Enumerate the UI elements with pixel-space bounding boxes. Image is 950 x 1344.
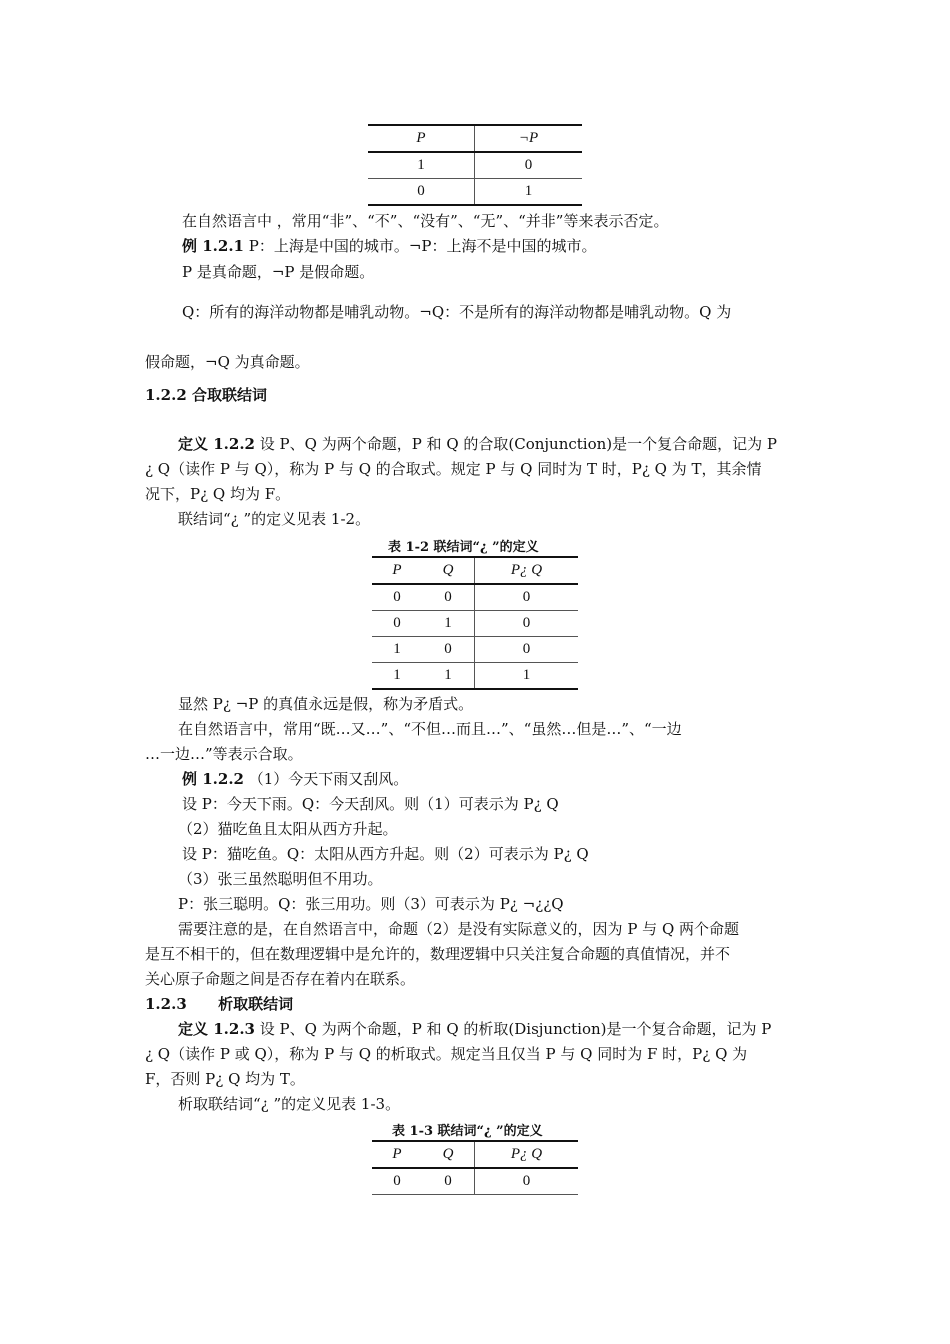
header-p-and-q: P¿ Q	[475, 557, 579, 584]
negation-truth-table	[368, 124, 582, 206]
table-row	[372, 663, 578, 690]
example-line: 设 P：猫吃鱼。Q：太阳从西方升起。则（2）可表示为 P¿ Q	[182, 845, 589, 863]
section-heading-1-2-2: 1.2.2 合取联结词	[145, 386, 267, 404]
table-cell: 0	[372, 1168, 422, 1195]
table-cell: 0	[475, 584, 579, 611]
example-line: （2）猫吃鱼且太阳从西方升起。	[178, 820, 398, 838]
table-row	[372, 611, 578, 637]
example-1-2-1	[182, 236, 597, 256]
definition-line: ¿ Q（读作 P 或 Q），称为 P 与 Q 的析取式。规定当且仅当 P 与 Q 同时为 F 时，P¿ Q 为	[145, 1045, 748, 1063]
table-cell: 1	[422, 663, 475, 690]
body-line: 是互不相干的，但在数理逻辑中是允许的，数理逻辑中只关注复合命题的真值情况，并不	[145, 945, 731, 963]
definition-line: 联结词“¿ ”的定义见表 1-2。	[178, 510, 371, 528]
table-cell: 1	[372, 663, 422, 690]
body-line: 需要注意的是，在自然语言中，命题（2）是没有实际意义的，因为 P 与 Q 两个命题	[178, 920, 740, 938]
body-line: 在自然语言中，常用“既…又…”、“不但…而且…”、“虽然…但是…”、“一边	[178, 720, 682, 738]
table-cell: 0	[422, 637, 475, 663]
definition-label: 定义 1.2.3	[178, 1020, 255, 1038]
definition-1-2-2	[178, 434, 777, 454]
table-row	[372, 1168, 578, 1195]
table-row	[368, 179, 582, 206]
definition-1-2-3	[178, 1019, 771, 1039]
header-q: Q	[422, 1141, 475, 1168]
example-line: Q：所有的海洋动物都是哺乳动物。¬Q：不是所有的海洋动物都是哺乳动物。Q 为	[182, 303, 732, 321]
table-cell: 1	[475, 663, 579, 690]
conjunction-truth-table	[372, 556, 578, 690]
definition-line: ¿ Q（读作 P 与 Q），称为 P 与 Q 的合取式。规定 P 与 Q 同时为 T 时，P¿ Q 为 T，其余情	[145, 460, 762, 478]
example-text: （1）今天下雨又刮风。	[248, 770, 409, 788]
table-cell: 0	[422, 584, 475, 611]
table-cell: 0	[475, 637, 579, 663]
negation-paragraph: 在自然语言中 ，常用“非”、“不”、“没有”、“无”、“并非”等来表示否定。	[182, 212, 669, 230]
definition-text: 设 P、Q 为两个命题，P 和 Q 的合取(Conjunction)是一个复合命题，记为 P	[259, 435, 778, 453]
header-p: P	[372, 557, 422, 584]
header-q: Q	[422, 557, 475, 584]
table-cell: 1	[368, 152, 475, 179]
body-line: …一边…”等表示合取。	[145, 745, 303, 763]
example-line: P：张三聪明。Q：张三用功。则（3）可表示为 P¿ ¬¿¿Q	[178, 895, 564, 913]
table-cell: 0	[475, 152, 583, 179]
table-cell: 0	[372, 584, 422, 611]
table-cell: 0	[372, 611, 422, 637]
header-not-p: ¬P	[475, 125, 583, 152]
example-line: 设 P：今天下雨。Q：今天刮风。则（1）可表示为 P¿ Q	[182, 795, 559, 813]
table-row	[372, 584, 578, 611]
table-cell: 1	[372, 637, 422, 663]
example-text: P：上海是中国的城市。¬P：上海不是中国的城市。	[248, 237, 597, 255]
table-row	[368, 152, 582, 179]
table-1-2-caption: 表 1-2 联结词“¿ ”的定义	[388, 540, 539, 555]
body-line: 显然 P¿ ¬P 的真值永远是假，称为矛盾式。	[178, 695, 474, 713]
example-line: （3）张三虽然聪明但不用功。	[178, 870, 383, 888]
header-p: P	[368, 125, 475, 152]
table-cell: 0	[422, 1168, 475, 1195]
definition-label: 定义 1.2.2	[178, 435, 255, 453]
example-label: 例 1.2.1	[182, 237, 244, 255]
header-p-or-q: P¿ Q	[475, 1141, 579, 1168]
table-1-3-caption: 表 1-3 联结词“¿ ”的定义	[392, 1124, 543, 1139]
example-line: P 是真命题，¬P 是假命题。	[182, 263, 375, 281]
definition-line: 析取联结词“¿ ”的定义见表 1-3。	[178, 1095, 401, 1113]
table-cell: 0	[368, 179, 475, 206]
header-p: P	[372, 1141, 422, 1168]
table-row	[372, 637, 578, 663]
definition-text: 设 P、Q 为两个命题，P 和 Q 的析取(Disjunction)是一个复合命题，记为 P	[259, 1020, 772, 1038]
table-cell: 0	[475, 1168, 579, 1195]
table-cell: 1	[422, 611, 475, 637]
example-1-2-2	[182, 769, 408, 789]
body-line: 关心原子命题之间是否存在着内在联系。	[145, 970, 416, 988]
disjunction-truth-table	[372, 1140, 578, 1195]
example-label: 例 1.2.2	[182, 770, 244, 788]
section-heading-1-2-3: 1.2.3 析取联结词	[145, 995, 294, 1013]
definition-line: F，否则 P¿ Q 均为 T。	[145, 1070, 305, 1088]
example-line: 假命题，¬Q 为真命题。	[145, 353, 310, 371]
table-cell: 0	[475, 611, 579, 637]
definition-line: 况下，P¿ Q 均为 F。	[145, 485, 291, 503]
table-cell: 1	[475, 179, 583, 206]
